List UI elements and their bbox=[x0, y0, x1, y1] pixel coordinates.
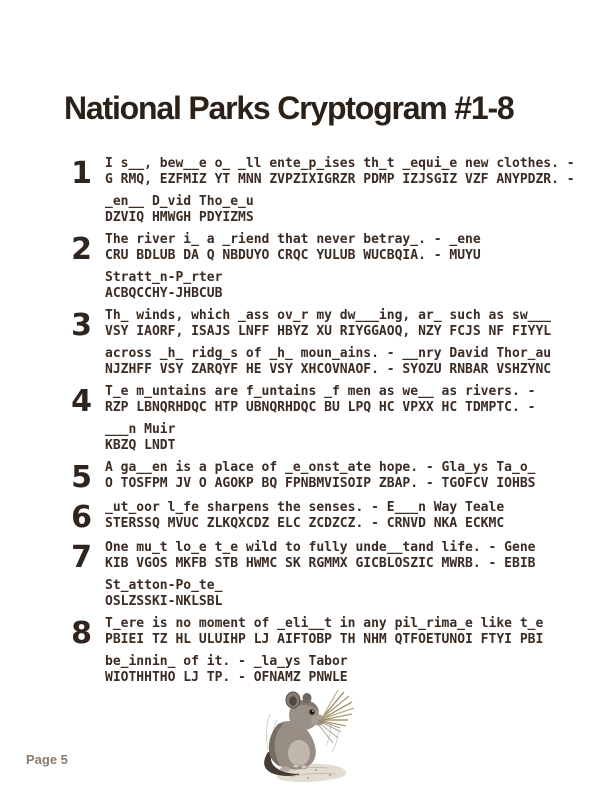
puzzle-5 bbox=[0, 460, 611, 494]
clue-pair bbox=[105, 500, 504, 532]
page-title: National Parks Cryptogram #1-8 bbox=[64, 90, 514, 126]
puzzle-cipher-line: CRU BDLUB DA Q NBDUYO CRQC YULUB WUCBQIA. - MUYU bbox=[105, 248, 481, 263]
puzzle-plain-line: One mu_t lo_e t_e wild to fully unde__tand life. - Gene bbox=[105, 540, 536, 555]
puzzle-cipher-line: ACBQCCHY-JHBCUB bbox=[105, 286, 223, 301]
puzzle-cipher-line: O TOSFPM JV O AGOKP BQ FPNBMVISOIP ZBAP. - TGOFCV IOHBS bbox=[105, 476, 536, 491]
clue-pair bbox=[105, 578, 535, 610]
puzzle-cipher-line: KIB VGOS MKFB STB HWMC SK RGMMX GICBLOSZIC MWRB. - EBIB bbox=[105, 556, 536, 571]
puzzle-4 bbox=[0, 384, 611, 454]
puzzle-number: 8 bbox=[71, 616, 92, 651]
clue-pair bbox=[105, 422, 535, 454]
puzzle-number: 2 bbox=[71, 232, 92, 267]
clue-pair bbox=[105, 194, 575, 226]
clue-pair bbox=[105, 384, 535, 416]
puzzle-plain-line: T_e m_untains are f_untains _f men as we__ as rivers. - bbox=[105, 384, 536, 399]
puzzle-plain-line: _en__ D_vid Tho_e_u bbox=[105, 194, 254, 209]
puzzle-plain-line: _ut_oor l_fe sharpens the senses. - E___n Way Teale bbox=[105, 500, 505, 515]
puzzle-body bbox=[105, 500, 504, 532]
puzzle-number: 4 bbox=[71, 384, 92, 419]
puzzle-body bbox=[105, 460, 535, 492]
clue-pair bbox=[105, 540, 535, 572]
puzzle-cipher-line: WIOTHHTHO LJ TP. - OFNAMZ PNWLE bbox=[105, 670, 348, 685]
puzzle-body bbox=[105, 308, 551, 378]
puzzle-3 bbox=[0, 308, 611, 378]
puzzle-body bbox=[105, 232, 481, 302]
puzzle-plain-line: Stratt_n-P_rter bbox=[105, 270, 223, 285]
puzzle-plain-line: ___n Muir bbox=[105, 422, 176, 437]
puzzle-cipher-line: NJZHFF VSY ZARQYF HE VSY XHCOVNAOF. - SYOZU RNBAR VSHZYNC bbox=[105, 362, 552, 377]
pika-hind-foot bbox=[280, 767, 290, 772]
pika-eye-highlight bbox=[312, 710, 314, 712]
puzzle-number: 1 bbox=[71, 156, 92, 191]
clue-pair bbox=[105, 460, 535, 492]
pika-front-paw bbox=[301, 765, 307, 769]
puzzle-number: 3 bbox=[71, 308, 92, 343]
pika-ear-inner bbox=[289, 696, 297, 706]
puzzle-number: 6 bbox=[71, 500, 92, 535]
puzzle-list bbox=[0, 156, 611, 692]
puzzle-cipher-line: OSLZSSKI-NKLSBL bbox=[105, 594, 223, 609]
puzzle-2 bbox=[0, 232, 611, 302]
puzzle-8 bbox=[0, 616, 611, 686]
clue-pair bbox=[105, 616, 543, 648]
puzzle-body bbox=[105, 540, 535, 610]
puzzle-plain-line: Th_ winds, which _ass ov_r my dw___ing, ar_ such as sw___ bbox=[105, 308, 552, 323]
puzzle-plain-line: I s__, bew__e o_ _ll ente_p_ises th_t _equi_e new clothes. - bbox=[105, 156, 575, 171]
grass-bundle bbox=[322, 690, 354, 726]
clue-pair bbox=[105, 654, 543, 686]
puzzle-6 bbox=[0, 500, 611, 534]
puzzle-cipher-line: STERSSQ MVUC ZLKQXCDZ ELC ZCDZCZ. - CRNVD NKA ECKMC bbox=[105, 516, 505, 531]
puzzle-body bbox=[105, 616, 543, 686]
clue-pair bbox=[105, 308, 551, 340]
clue-pair bbox=[105, 346, 551, 378]
clue-pair bbox=[105, 156, 575, 188]
pika-eye bbox=[309, 709, 315, 715]
puzzle-7 bbox=[0, 540, 611, 610]
puzzle-cipher-line: PBIEI TZ HL ULUIHP LJ AIFTOBP TH NHM QTFOETUNOI FTYI PBI bbox=[105, 632, 544, 647]
puzzle-cipher-line: DZVIQ HMWGH PDYIZMS bbox=[105, 210, 254, 225]
puzzle-body bbox=[105, 156, 575, 226]
clue-pair bbox=[105, 270, 481, 302]
puzzle-plain-line: St_atton-Po_te_ bbox=[105, 578, 223, 593]
clue-pair bbox=[105, 232, 481, 264]
puzzle-cipher-line: G RMQ, EZFMIZ YT MNN ZVPZIXIGRZR PDMP IZJSGIZ VZF ANYPDZR. - bbox=[105, 172, 575, 187]
page-number: Page 5 bbox=[26, 752, 68, 767]
puzzle-cipher-line: VSY IAORF, ISAJS LNFF HBYZ XU RIYGGAOQ, NZY FCJS NF FIYYL bbox=[105, 324, 552, 339]
puzzle-plain-line: be_innin_ of it. - _la_ys Tabor bbox=[105, 654, 348, 669]
puzzle-plain-line: across _h_ ridg_s of _h_ moun_ains. - __nry David Thor_au bbox=[105, 346, 552, 361]
puzzle-number: 7 bbox=[71, 540, 92, 575]
pika-illustration bbox=[246, 686, 356, 786]
pika-belly bbox=[288, 740, 310, 766]
puzzle-plain-line: A ga__en is a place of _e_onst_ate hope. - Gla_ys Ta_o_ bbox=[105, 460, 536, 475]
pika-front-paw bbox=[293, 764, 299, 768]
puzzle-plain-line: The river i_ a _riend that never betray_. - _ene bbox=[105, 232, 481, 247]
puzzle-1 bbox=[0, 156, 611, 226]
puzzle-cipher-line: KBZQ LNDT bbox=[105, 438, 176, 453]
pika-ear-back bbox=[303, 693, 312, 703]
puzzle-cipher-line: RZP LBNQRHDQC HTP UBNQRHDQC BU LPQ HC VPXX HC TDMPTC. - bbox=[105, 400, 536, 415]
puzzle-body bbox=[105, 384, 535, 454]
puzzle-plain-line: T_ere is no moment of _eli__t in any pil_rima_e like t_e bbox=[105, 616, 544, 631]
puzzle-number: 5 bbox=[71, 460, 92, 495]
